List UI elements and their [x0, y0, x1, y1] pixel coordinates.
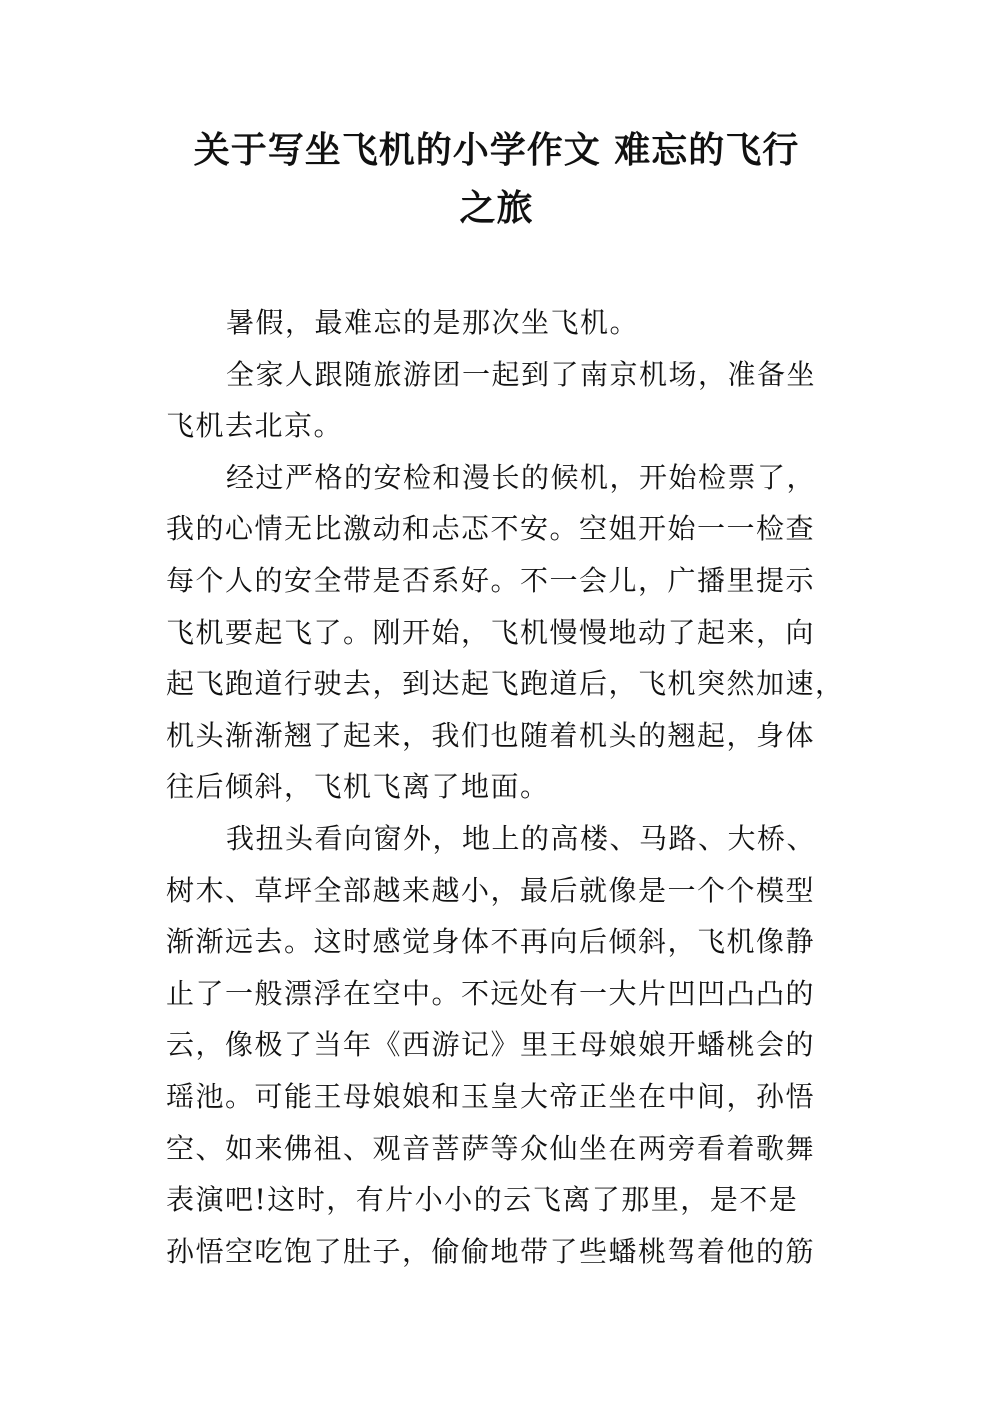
- text-line: 往后倾斜，飞机飞离了地面。: [166, 770, 550, 804]
- text-line: 机头渐渐翘了起来，我们也随着机头的翘起，身体: [166, 718, 816, 752]
- text-line: 空、如来佛祖、观音菩萨等众仙坐在两旁看着歌舞: [166, 1131, 816, 1165]
- text-line: 我的心情无比激动和忐忑不安。空姐开始一一检查: [166, 512, 816, 546]
- text-line: 暑假，最难忘的是那次坐飞机。: [226, 306, 640, 339]
- title-line: 之旅: [459, 188, 534, 229]
- title-line: 关于写坐飞机的小学作文 难忘的飞行: [193, 130, 800, 171]
- text-line: 飞机去北京。: [166, 409, 344, 443]
- text-line: 表演吧!这时，有片小小的云飞离了那里，是不是: [166, 1183, 799, 1217]
- text-line: 云，像极了当年《西游记》里王母娘娘开蟠桃会的: [166, 1028, 816, 1062]
- document-title: [140, 122, 853, 238]
- text-line: 起飞跑道行驶去，到达起飞跑道后，飞机突然加速，: [166, 667, 845, 701]
- text-line: 每个人的安全带是否系好。不一会儿，广播里提示: [166, 563, 816, 597]
- text-line: 孙悟空吃饱了肚子，偷偷地带了些蟠桃驾着他的筋: [166, 1234, 816, 1268]
- text-line: 树木、草坪全部越来越小，最后就像是一个个模型: [166, 873, 816, 907]
- text-line: 止了一般漂浮在空中。不远处有一大片凹凹凸凸的: [166, 976, 816, 1010]
- text-line: 经过严格的安检和漫长的候机，开始检票了，: [226, 460, 817, 494]
- text-line: 瑶池。可能王母娘娘和玉皇大帝正坐在中间，孙悟: [166, 1079, 816, 1113]
- text-line: 飞机要起飞了。刚开始，飞机慢慢地动了起来，向: [166, 615, 816, 649]
- text-line: 全家人跟随旅游团一起到了南京机场，准备坐: [226, 357, 817, 391]
- document-body: [166, 297, 845, 1277]
- text-line: 渐渐远去。这时感觉身体不再向后倾斜，飞机像静: [166, 925, 816, 959]
- text-line: 我扭头看向窗外，地上的高楼、马路、大桥、: [226, 821, 817, 855]
